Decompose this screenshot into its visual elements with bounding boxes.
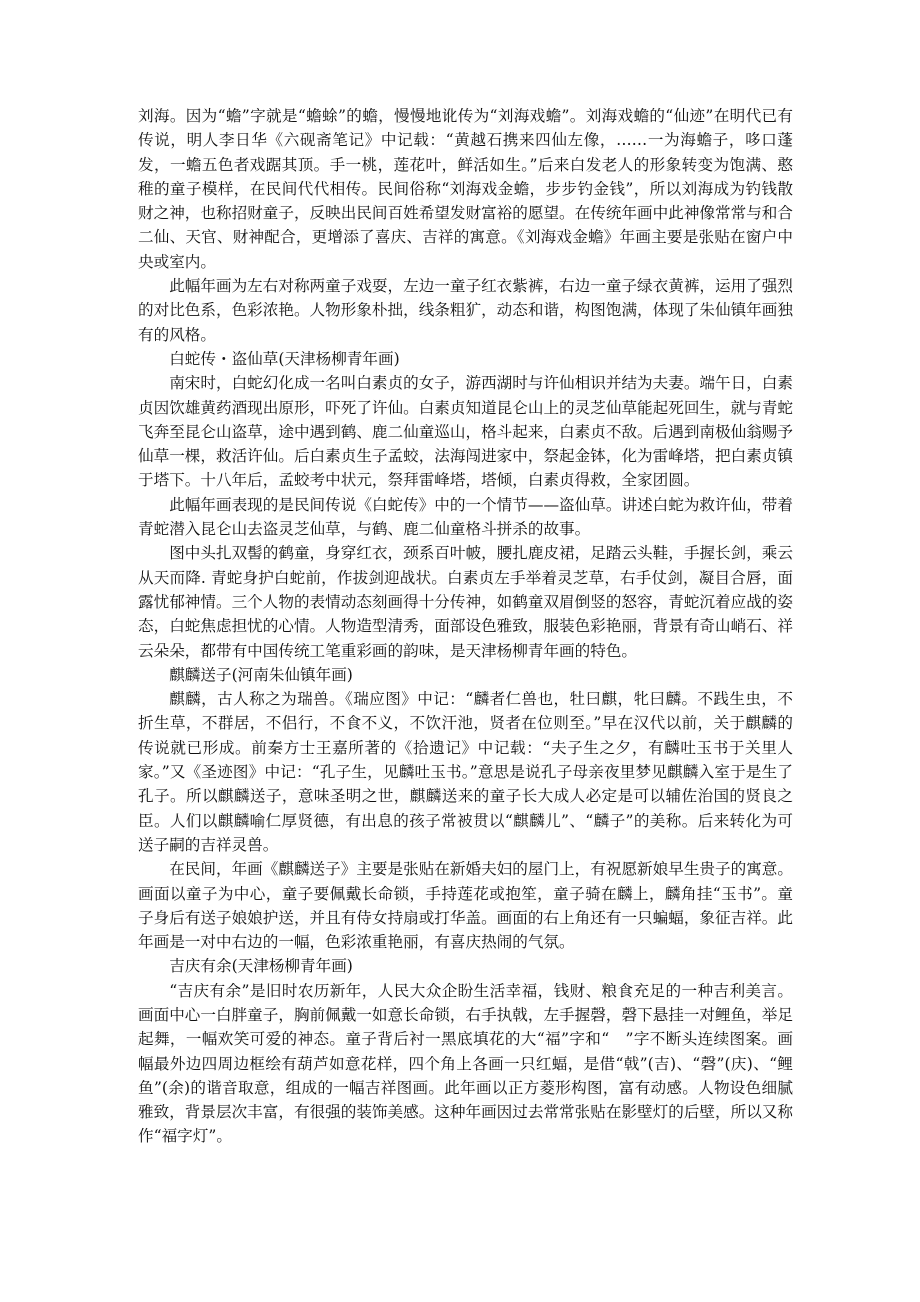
paragraph-liuhai-intro: 刘海。因为“蟾”字就是“蟾蜍”的蟾，慢慢地讹传为“刘海戏蟾”。刘海戏蟾的“仙迹”在明代已有传说，明人李日华《六砚斋笔记》中记载：“黄越石携来四仙左像，……一为海蟾子，哆口蓬发，一蟾五色者戏踞其顶。手一桃，莲花叶，鲜活如生。”后来白发老人的形象转变为饱满、憨稚的童子模样，在民间代代相传。民间俗称“刘海戏金蟾，步步钓金钱”，所以刘海成为钓钱散财之神，也称招财童子，反映出民间百姓希望发财富裕的愿望。在传统年画中此神像常常与和合二仙、天官、财神配合，更增添了喜庆、吉祥的寓意。《刘海戏金蟾》年画主要是张贴在窗户中央或室内。 <box>138 107 793 271</box>
section-heading-jiqing: 吉庆有余(天津杨柳青年画) <box>169 957 353 976</box>
section-heading-qilin: 麒麟送子(河南朱仙镇年画) <box>169 665 353 684</box>
paragraph-jiqing-description: “吉庆有余”是旧时农历新年，人民大众企盼生活幸福，钱财、粮食充足的一种吉利美言。画面中心一白胖童子，胸前佩戴一如意长命锁，右手执戟，左手握磬，磬下悬挂一对鲤鱼，举足起舞，一幅欢笑可爱的神态。童子背后衬一黑底填花的大“福”字和“ ”字不断头连续图案。画幅最外边四周边框绘有葫芦如意花样，四个角上各画一只红蝠，是借“戟”(吉)、“磬”(庆)、“鲤鱼”(余)的谐音取意，组成的一幅吉祥图画。此年画以正方菱形构图，富有动感。人物设色细腻雅致，背景层次丰富，有很强的装饰美感。这种年画因过去常常张贴在影壁灯的后壁，所以又称作“福字灯”。 <box>138 981 793 1146</box>
paragraph-liuhai-style: 此幅年画为左右对称两童子戏耍，左边一童子红衣紫裤，右边一童子绿衣黄裤，运用了强烈的对比色系，色彩浓艳。人物形象朴拙，线条粗犷，动态和谐，构图饱满，体现了朱仙镇年画独有的风格。 <box>138 277 793 344</box>
document-page <box>138 104 793 1149</box>
paragraph-baishezhuan-story: 南宋时，白蛇幻化成一名叫白素贞的女子，游西湖时与许仙相识并结为夫妻。端午日，白素贞因饮雄黄药酒现出原形，吓死了许仙。白素贞知道昆仑山上的灵芝仙草能起死回生，就与青蛇飞奔至昆仑山盗草，途中遇到鹤、鹿二仙童巡山，格斗起来，白素贞不敌。后遇到南极仙翁赐予仙草一棵，救活许仙。后白素贞生子孟蛟，法海闯进家中，祭起金钵，化为雷峰塔，把白素贞镇于塔下。十八年后，孟蛟考中状元，祭拜雷峰塔，塔倾，白素贞得救，全家团圆。 <box>138 374 793 490</box>
section-heading-baishezhuan: 白蛇传・盗仙草(天津杨柳青年画) <box>169 349 400 368</box>
paragraph-qilin-custom: 在民间，年画《麒麟送子》主要是张贴在新婚夫妇的屋门上，有祝愿新娘早生贵子的寓意。画面以童子为中心，童子要佩戴长命锁，手持莲花或抱笙，童子骑在麟上，麟角挂“玉书”。童子身后有送子娘娘护送，并且有侍女持扇或打华盖。画面的右上角还有一只蝙蝠，象征吉祥。此年画是一对中右边的一幅，色彩浓重艳丽，有喜庆热闹的气氛。 <box>138 860 793 952</box>
paragraph-baishezhuan-summary: 此幅年画表现的是民间传说《白蛇传》中的一个情节——盗仙草。讲述白蛇为救许仙，带着青蛇潜入昆仑山去盗灵芝仙草，与鹤、鹿二仙童格斗拼杀的故事。 <box>138 495 793 539</box>
paragraph-baishezhuan-figures: 图中头扎双髻的鹤童，身穿红衣，颈系百叶帔，腰扎鹿皮裙，足踏云头鞋，手握长剑，乘云从天而降. 青蛇身护白蛇前，作拔剑迎战状。白素贞左手举着灵芝草，右手仗剑，凝目合唇，面露忧郁神情。三个人物的表情动态刻画得十分传神，如鹤童双眉倒竖的怒容，青蛇沉着应战的姿态，白蛇焦虑担忧的心情。人物造型清秀，面部设色雅致，服装色彩艳丽，背景有奇山峭石、祥云朵朵，都带有中国传统工笔重彩画的韵味，是天津杨柳青年画的特色。 <box>138 544 793 660</box>
paragraph-qilin-legend: 麒麟，古人称之为瑞兽。《瑞应图》中记：“麟者仁兽也，牡曰麒，牝曰麟。不践生虫，不折生草，不群居，不侣行，不食不义，不饮汗池，贤者在位则至。”早在汉代以前，关于麒麟的传说就已形成。前秦方士王嘉所著的《拾遗记》中记载：“夫子生之夕，有麟吐玉书于关里人家。”又《圣迹图》中记：“孔子生，见麟吐玉书。”意思是说孔子母亲夜里梦见麒麟入室于是生了孔子。所以麒麟送子，意味圣明之世，麒麟送来的童子长大成人必定是可以辅佐治国的贤良之臣。人们以麒麟喻仁厚贤德，有出息的孩子常被贯以“麒麟儿”、“麟子”的美称。后来转化为可送子嗣的吉祥灵兽。 <box>138 690 793 854</box>
